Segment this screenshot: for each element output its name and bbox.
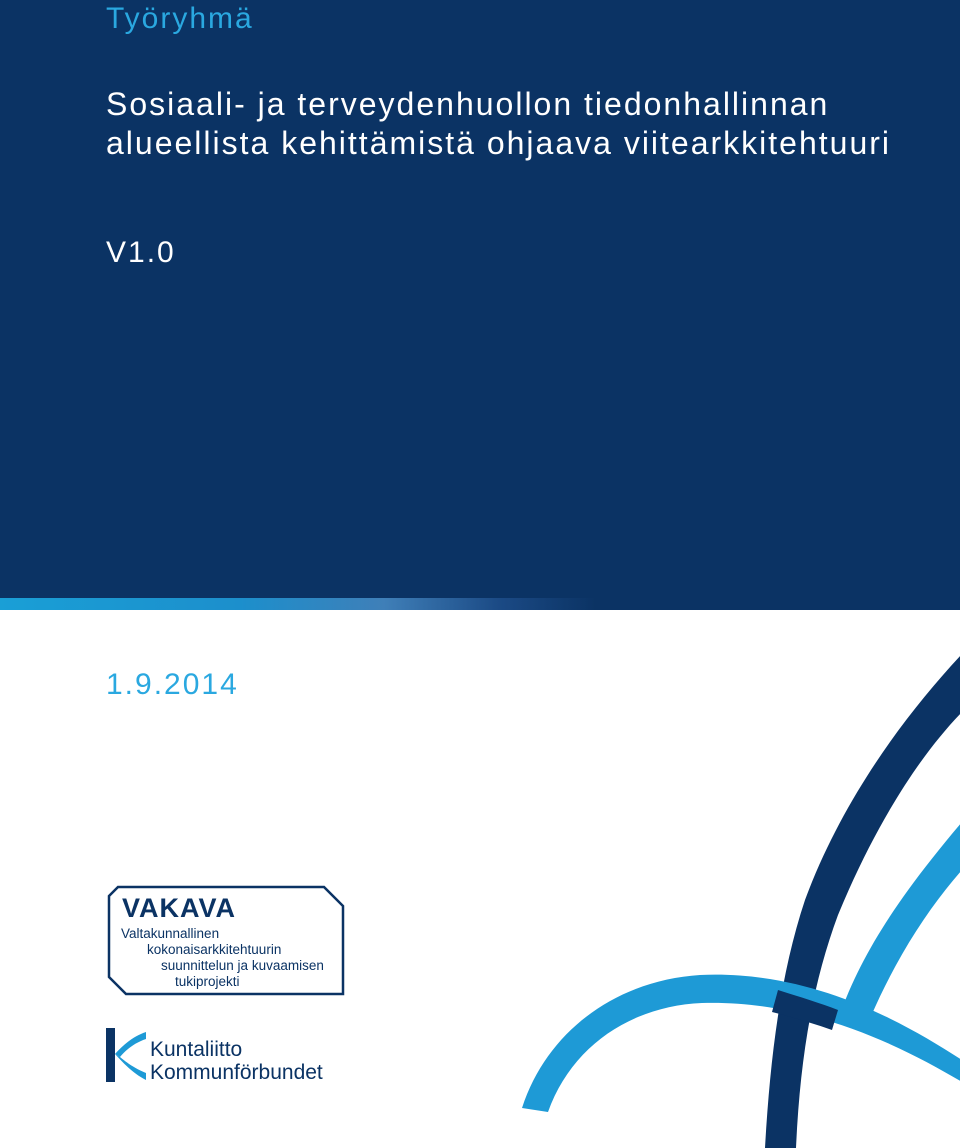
vakava-line-3: suunnittelun ja kuvaamisen <box>161 958 324 973</box>
vakava-line-4: tukiprojekti <box>175 974 240 989</box>
document-version: V1.0 <box>106 236 176 269</box>
kuntaliitto-name-sv: Kommunförbundet <box>150 1061 323 1084</box>
kuntaliitto-logo <box>104 1026 364 1088</box>
kuntaliitto-k-icon <box>104 1026 148 1086</box>
document-date: 1.9.2014 <box>106 668 239 701</box>
document-title-line-1: Sosiaali- ja terveydenhuollon tiedonhallinnan <box>106 86 830 122</box>
vakava-line-2: kokonaisarkkitehtuurin <box>147 942 282 957</box>
vakava-logo <box>106 885 346 997</box>
kuntaliitto-name-fi: Kuntaliitto <box>150 1038 243 1061</box>
ribbon-cyan-lower <box>522 975 960 1112</box>
vakava-name: VAKAVA <box>122 893 236 923</box>
vakava-line-1: Valtakunnallinen <box>121 926 220 941</box>
document-title-line-2: alueellista kehittämistä ohjaava viitearkkitehtuuri <box>106 125 892 161</box>
working-group-label: Työryhmä <box>106 2 254 35</box>
